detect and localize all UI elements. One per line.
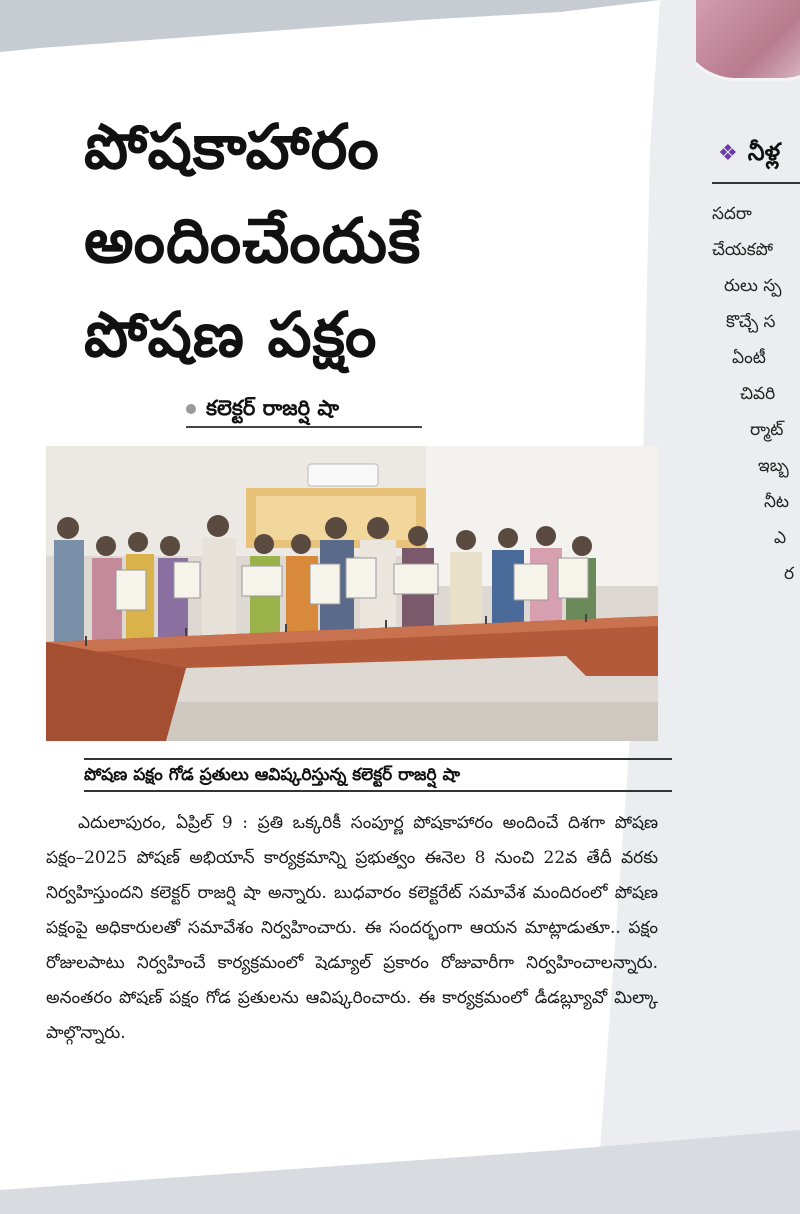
headline-line-2: అందించేందుకే — [84, 204, 422, 277]
bullet-icon — [186, 404, 196, 414]
news-article — [36, 0, 656, 1214]
adjacent-heading — [718, 138, 800, 172]
adjacent-line: కొచ్చే స — [726, 312, 776, 332]
adjacent-line: సదరా — [712, 204, 752, 224]
adjacent-line: చివరి — [740, 384, 776, 404]
article-body: ఎదులాపురం, ఏప్రిల్ 9 : ప్రతి ఒక్కరికీ సంపూర్ణ పోషకాహారం అందించే దిశగా పోషణ పక్షం–2025 పోషణ్ అభియాన్ కార్యక్రమాన్ని ప్రభుత్వం ఈనెల 8 నుంచి 22వ తేదీ వరకు నిర్వహిస్తుందని కలెక్టర్ రాజర్షి షా అన్నారు. బుధవారం కలెక్టరేట్ సమావేశ మందిరంలో పోషణ పక్షంపై అధికారులతో సమావేశం నిర్వహించారు. ఈ సందర్భంగా ఆయన మాట్లాడుతూ.. పక్షం రోజులపాటు నిర్వహించే కార్యక్రమంలో షెడ్యూల్ ప్రకారం రోజువారీగా నిర్వహించాలన్నారు. అనంతరం పోషణ్ పక్షం గోడ ప్రతులను ఆవిష్కరించారు. ఈ కార్యక్రమంలో డీడబ్ల్యూవో మిల్కా పాల్గొన్నారు. — [46, 813, 658, 1043]
headline-line-1: పోషకాహారం — [84, 110, 380, 183]
byline-text: కలెక్టర్ రాజర్షి షా — [206, 396, 340, 420]
adjacent-heading-rule — [712, 182, 800, 184]
article-photo — [46, 446, 658, 741]
adjacent-photo — [696, 0, 800, 81]
adjacent-line: ఎ — [774, 528, 787, 548]
adjacent-line: నీట — [764, 492, 790, 512]
adjacent-article-column — [696, 0, 800, 1214]
meeting-photo-illustration — [46, 446, 658, 741]
adjacent-line: ఇబ్బ — [758, 456, 789, 476]
adjacent-heading-text: నీళ్ల — [747, 138, 781, 166]
byline — [186, 390, 422, 428]
headline-line-3: పోషణ పక్షం — [84, 298, 378, 371]
adjacent-line: ర — [784, 564, 795, 584]
headline — [84, 100, 564, 382]
adjacent-line: ఏంటీ — [732, 348, 766, 368]
adjacent-line: రులు స్ప — [724, 276, 782, 296]
photo-caption: పోషణ పక్షం గోడ ప్రతులు ఆవిష్కరిస్తున్న కలెక్టర్ రాజర్షి షా — [84, 758, 672, 792]
diamond-bullet-icon: ❖ — [718, 141, 738, 166]
adjacent-text — [712, 196, 800, 592]
adjacent-line: ర్మాట్ — [750, 420, 784, 440]
adjacent-line: చేయకపో — [712, 240, 773, 260]
